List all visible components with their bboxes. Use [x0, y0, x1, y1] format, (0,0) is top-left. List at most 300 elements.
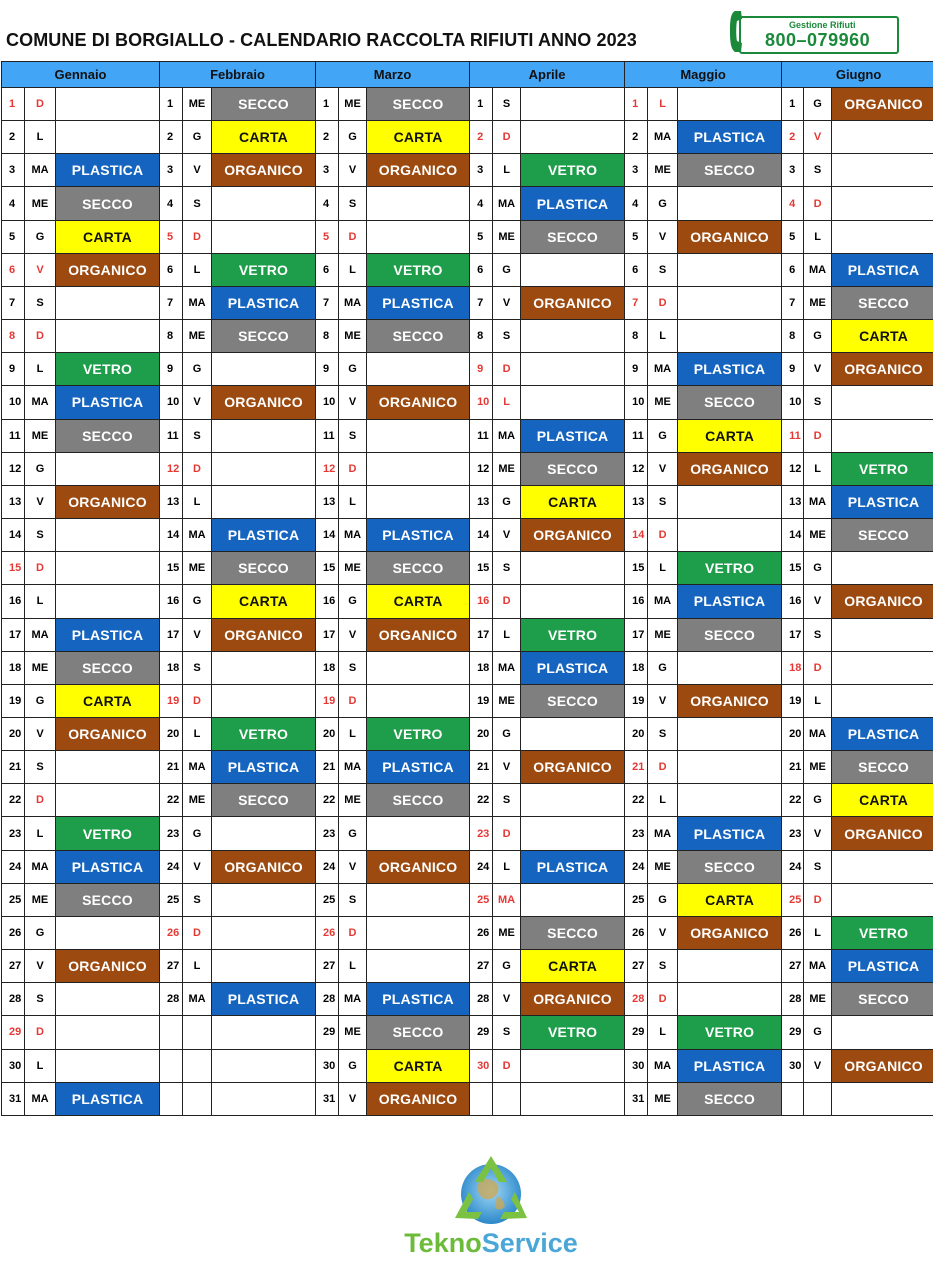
day-number	[160, 1049, 183, 1082]
day-number: 22	[160, 784, 183, 817]
weekday: V	[493, 519, 521, 552]
weekday: V	[804, 585, 832, 618]
day-number: 4	[470, 187, 493, 220]
weekday: L	[804, 220, 832, 253]
collection-type: PLASTICA	[832, 950, 933, 983]
collection-type: PLASTICA	[521, 850, 625, 883]
collection-type: PLASTICA	[678, 1049, 782, 1082]
day-number: 16	[625, 585, 648, 618]
weekday: G	[183, 353, 212, 386]
weekday: S	[493, 784, 521, 817]
table-row	[2, 1049, 933, 1082]
collection-type: SECCO	[521, 916, 625, 949]
table-row	[2, 320, 933, 353]
collection-type: ORGANICO	[212, 850, 316, 883]
weekday: L	[493, 154, 521, 187]
weekday: ME	[648, 386, 678, 419]
day-number: 30	[782, 1049, 804, 1082]
weekday: V	[648, 916, 678, 949]
weekday: V	[25, 253, 56, 286]
day-number: 28	[316, 983, 339, 1016]
day-number: 1	[316, 88, 339, 121]
day-number: 22	[782, 784, 804, 817]
weekday: D	[25, 320, 56, 353]
collection-type: SECCO	[212, 784, 316, 817]
day-number: 24	[160, 850, 183, 883]
day-number: 1	[782, 88, 804, 121]
collection-type: ORGANICO	[678, 684, 782, 717]
day-number: 15	[316, 552, 339, 585]
weekday: L	[183, 485, 212, 518]
table-row	[2, 286, 933, 319]
collection-type: ORGANICO	[56, 950, 160, 983]
day-number: 3	[2, 154, 25, 187]
collection-type: ORGANICO	[56, 717, 160, 750]
day-number: 24	[782, 850, 804, 883]
weekday: G	[183, 121, 212, 154]
weekday: ME	[804, 751, 832, 784]
collection-type	[521, 121, 625, 154]
table-row	[2, 651, 933, 684]
collection-type	[832, 187, 933, 220]
collection-type	[367, 817, 470, 850]
collection-type: PLASTICA	[367, 286, 470, 319]
collection-type: ORGANICO	[367, 1082, 470, 1115]
weekday: ME	[493, 220, 521, 253]
weekday: S	[648, 717, 678, 750]
weekday: L	[183, 950, 212, 983]
weekday: V	[339, 1082, 367, 1115]
weekday: G	[183, 817, 212, 850]
weekday: D	[25, 88, 56, 121]
day-number: 25	[782, 883, 804, 916]
day-number: 13	[625, 485, 648, 518]
weekday: D	[493, 817, 521, 850]
table-row	[2, 220, 933, 253]
weekday: ME	[804, 286, 832, 319]
weekday: V	[25, 950, 56, 983]
collection-type: CARTA	[832, 320, 933, 353]
collection-type: PLASTICA	[678, 121, 782, 154]
day-number: 14	[316, 519, 339, 552]
collection-type	[56, 519, 160, 552]
table-row	[2, 353, 933, 386]
weekday	[183, 1082, 212, 1115]
collection-type	[678, 286, 782, 319]
weekday: D	[339, 220, 367, 253]
collection-type: ORGANICO	[212, 618, 316, 651]
weekday: L	[339, 717, 367, 750]
day-number: 27	[2, 950, 25, 983]
collection-type	[832, 419, 933, 452]
day-number: 12	[316, 452, 339, 485]
day-number: 19	[160, 684, 183, 717]
collection-type	[521, 353, 625, 386]
table-row	[2, 784, 933, 817]
collection-type	[521, 883, 625, 916]
collection-type: SECCO	[56, 419, 160, 452]
collection-type: VETRO	[367, 717, 470, 750]
weekday: MA	[25, 850, 56, 883]
day-number: 23	[782, 817, 804, 850]
collection-type	[212, 883, 316, 916]
weekday: L	[25, 585, 56, 618]
table-row	[2, 452, 933, 485]
day-number: 29	[316, 1016, 339, 1049]
day-number: 7	[625, 286, 648, 319]
day-number: 30	[470, 1049, 493, 1082]
weekday: MA	[648, 817, 678, 850]
weekday: V	[25, 717, 56, 750]
day-number: 6	[160, 253, 183, 286]
weekday: D	[25, 552, 56, 585]
weekday: L	[648, 552, 678, 585]
collection-type: CARTA	[678, 883, 782, 916]
weekday: ME	[648, 618, 678, 651]
weekday: ME	[339, 552, 367, 585]
day-number: 11	[625, 419, 648, 452]
weekday: MA	[648, 1049, 678, 1082]
day-number: 13	[470, 485, 493, 518]
day-number: 31	[316, 1082, 339, 1115]
weekday: D	[648, 983, 678, 1016]
day-number: 31	[2, 1082, 25, 1115]
day-number: 10	[625, 386, 648, 419]
day-number: 29	[782, 1016, 804, 1049]
weekday: D	[648, 751, 678, 784]
weekday: MA	[493, 651, 521, 684]
collection-type	[212, 1049, 316, 1082]
teknoservice-logo	[387, 1152, 595, 1264]
weekday: D	[339, 452, 367, 485]
collection-type: SECCO	[678, 618, 782, 651]
collection-type	[56, 751, 160, 784]
collection-type: SECCO	[56, 187, 160, 220]
collection-type: ORGANICO	[367, 386, 470, 419]
table-row	[2, 419, 933, 452]
day-number: 7	[316, 286, 339, 319]
collection-type: PLASTICA	[212, 983, 316, 1016]
weekday: G	[339, 585, 367, 618]
month-header-gennaio: Gennaio	[2, 62, 160, 88]
day-number	[160, 1082, 183, 1115]
day-number: 19	[625, 684, 648, 717]
day-number: 23	[160, 817, 183, 850]
collection-type	[212, 817, 316, 850]
day-number: 29	[625, 1016, 648, 1049]
collection-type	[832, 121, 933, 154]
weekday: G	[339, 817, 367, 850]
collection-type: PLASTICA	[678, 353, 782, 386]
collection-type	[521, 88, 625, 121]
table-row	[2, 485, 933, 518]
weekday: L	[25, 817, 56, 850]
weekday: S	[493, 88, 521, 121]
day-number: 29	[2, 1016, 25, 1049]
day-number: 15	[470, 552, 493, 585]
day-number: 19	[470, 684, 493, 717]
day-number: 11	[782, 419, 804, 452]
logo-text	[387, 1228, 595, 1259]
weekday: L	[804, 916, 832, 949]
weekday: G	[25, 916, 56, 949]
collection-type	[678, 88, 782, 121]
day-number: 22	[470, 784, 493, 817]
collection-type	[678, 519, 782, 552]
day-number: 16	[2, 585, 25, 618]
weekday: L	[25, 1049, 56, 1082]
day-number: 20	[625, 717, 648, 750]
weekday: V	[339, 618, 367, 651]
day-number: 10	[160, 386, 183, 419]
day-number: 17	[2, 618, 25, 651]
weekday: G	[25, 684, 56, 717]
day-number: 27	[316, 950, 339, 983]
weekday: MA	[493, 419, 521, 452]
collection-type: ORGANICO	[212, 154, 316, 187]
day-number: 24	[2, 850, 25, 883]
collection-type: SECCO	[367, 784, 470, 817]
collection-type	[678, 485, 782, 518]
weekday: S	[339, 419, 367, 452]
collection-type	[521, 386, 625, 419]
day-number: 10	[316, 386, 339, 419]
day-number: 25	[160, 883, 183, 916]
collection-type: ORGANICO	[521, 983, 625, 1016]
weekday: G	[648, 883, 678, 916]
collection-type: CARTA	[56, 684, 160, 717]
weekday: D	[183, 916, 212, 949]
table-row	[2, 1016, 933, 1049]
collection-type	[367, 353, 470, 386]
day-number: 2	[625, 121, 648, 154]
day-number: 2	[316, 121, 339, 154]
collection-type	[56, 452, 160, 485]
collection-type: VETRO	[832, 452, 933, 485]
day-number: 19	[2, 684, 25, 717]
collection-type: SECCO	[521, 684, 625, 717]
month-header-giugno: Giugno	[782, 62, 933, 88]
collection-type: VETRO	[521, 618, 625, 651]
collection-type	[678, 717, 782, 750]
logo-text-tekno: Tekno	[404, 1228, 482, 1258]
collection-type: PLASTICA	[832, 253, 933, 286]
day-number: 4	[782, 187, 804, 220]
collection-type	[832, 651, 933, 684]
day-number: 2	[160, 121, 183, 154]
collection-type: SECCO	[212, 88, 316, 121]
table-row	[2, 751, 933, 784]
table-row	[2, 187, 933, 220]
weekday: S	[339, 883, 367, 916]
day-number: 9	[316, 353, 339, 386]
phone-label: Gestione Rifiuti	[789, 20, 856, 30]
table-row	[2, 717, 933, 750]
weekday: MA	[804, 485, 832, 518]
collection-type	[212, 485, 316, 518]
weekday: MA	[493, 187, 521, 220]
collection-type	[212, 452, 316, 485]
weekday	[183, 1049, 212, 1082]
day-number: 21	[160, 751, 183, 784]
weekday: MA	[339, 751, 367, 784]
weekday: L	[493, 386, 521, 419]
collection-type	[56, 916, 160, 949]
weekday: S	[25, 286, 56, 319]
collection-type	[212, 1016, 316, 1049]
collection-type: ORGANICO	[678, 452, 782, 485]
day-number: 1	[625, 88, 648, 121]
day-number: 8	[782, 320, 804, 353]
collection-type	[212, 1082, 316, 1115]
table-row	[2, 850, 933, 883]
collection-type: SECCO	[367, 552, 470, 585]
collection-type: CARTA	[521, 485, 625, 518]
weekday: ME	[183, 88, 212, 121]
collection-type	[832, 684, 933, 717]
collection-type	[56, 784, 160, 817]
collection-type: PLASTICA	[678, 585, 782, 618]
collection-type: ORGANICO	[367, 850, 470, 883]
weekday: L	[493, 850, 521, 883]
day-number: 8	[625, 320, 648, 353]
weekday: MA	[804, 253, 832, 286]
weekday: S	[183, 883, 212, 916]
weekday: G	[804, 320, 832, 353]
month-header-maggio: Maggio	[625, 62, 782, 88]
day-number: 7	[2, 286, 25, 319]
day-number: 30	[2, 1049, 25, 1082]
weekday: ME	[648, 154, 678, 187]
weekday: G	[493, 717, 521, 750]
weekday: D	[339, 916, 367, 949]
weekday: S	[804, 154, 832, 187]
collection-type	[521, 717, 625, 750]
day-number: 11	[2, 419, 25, 452]
collection-type	[367, 883, 470, 916]
day-number: 24	[470, 850, 493, 883]
weekday: ME	[648, 1082, 678, 1115]
day-number	[470, 1082, 493, 1115]
weekday: G	[339, 1049, 367, 1082]
collection-type	[832, 220, 933, 253]
weekday: D	[493, 121, 521, 154]
day-number: 16	[160, 585, 183, 618]
day-number: 29	[470, 1016, 493, 1049]
collection-type	[212, 916, 316, 949]
weekday: D	[183, 452, 212, 485]
day-number: 5	[160, 220, 183, 253]
weekday: S	[804, 850, 832, 883]
day-number: 9	[160, 353, 183, 386]
collection-type: CARTA	[212, 121, 316, 154]
day-number: 9	[2, 353, 25, 386]
day-number: 26	[160, 916, 183, 949]
day-number: 16	[470, 585, 493, 618]
weekday: L	[493, 618, 521, 651]
collection-type	[56, 1049, 160, 1082]
collection-type: PLASTICA	[832, 717, 933, 750]
collection-type: ORGANICO	[367, 618, 470, 651]
month-header-febbraio: Febbraio	[160, 62, 316, 88]
collection-type: ORGANICO	[521, 286, 625, 319]
weekday: G	[339, 353, 367, 386]
day-number: 19	[316, 684, 339, 717]
day-number	[782, 1082, 804, 1115]
day-number: 7	[470, 286, 493, 319]
day-number: 6	[782, 253, 804, 286]
collection-type: ORGANICO	[212, 386, 316, 419]
collection-type	[832, 1082, 933, 1115]
collection-type	[56, 286, 160, 319]
weekday: G	[648, 419, 678, 452]
collection-type: PLASTICA	[56, 386, 160, 419]
collection-type	[212, 187, 316, 220]
day-number: 6	[470, 253, 493, 286]
collection-type: SECCO	[678, 850, 782, 883]
weekday: G	[804, 1016, 832, 1049]
collection-type	[367, 419, 470, 452]
collection-type: SECCO	[521, 452, 625, 485]
weekday: ME	[493, 916, 521, 949]
weekday: MA	[183, 519, 212, 552]
weekday: L	[648, 88, 678, 121]
weekday: ME	[183, 784, 212, 817]
collection-type: SECCO	[212, 552, 316, 585]
day-number: 30	[316, 1049, 339, 1082]
weekday: ME	[339, 320, 367, 353]
weekday: L	[339, 253, 367, 286]
collection-type	[521, 585, 625, 618]
day-number: 23	[470, 817, 493, 850]
day-number: 23	[316, 817, 339, 850]
day-number: 20	[470, 717, 493, 750]
collection-type	[56, 983, 160, 1016]
collection-type	[56, 88, 160, 121]
collection-type	[521, 552, 625, 585]
weekday: L	[648, 320, 678, 353]
day-number: 4	[160, 187, 183, 220]
day-number: 31	[625, 1082, 648, 1115]
collection-type	[678, 751, 782, 784]
day-number: 26	[470, 916, 493, 949]
collection-type	[212, 684, 316, 717]
day-number: 5	[2, 220, 25, 253]
weekday: MA	[339, 286, 367, 319]
weekday: ME	[493, 684, 521, 717]
day-number: 5	[470, 220, 493, 253]
weekday: S	[25, 751, 56, 784]
collection-type: ORGANICO	[832, 353, 933, 386]
day-number: 27	[625, 950, 648, 983]
day-number: 3	[470, 154, 493, 187]
day-number: 22	[625, 784, 648, 817]
day-number: 1	[160, 88, 183, 121]
collection-type	[212, 220, 316, 253]
collection-type	[367, 684, 470, 717]
weekday: S	[648, 485, 678, 518]
day-number: 12	[160, 452, 183, 485]
collection-type: VETRO	[521, 1016, 625, 1049]
collection-type	[212, 353, 316, 386]
day-number: 26	[782, 916, 804, 949]
collection-type: SECCO	[832, 983, 933, 1016]
weekday: S	[804, 618, 832, 651]
collection-type	[212, 950, 316, 983]
calendar-table	[1, 61, 933, 1116]
weekday: L	[25, 353, 56, 386]
collection-type	[212, 419, 316, 452]
